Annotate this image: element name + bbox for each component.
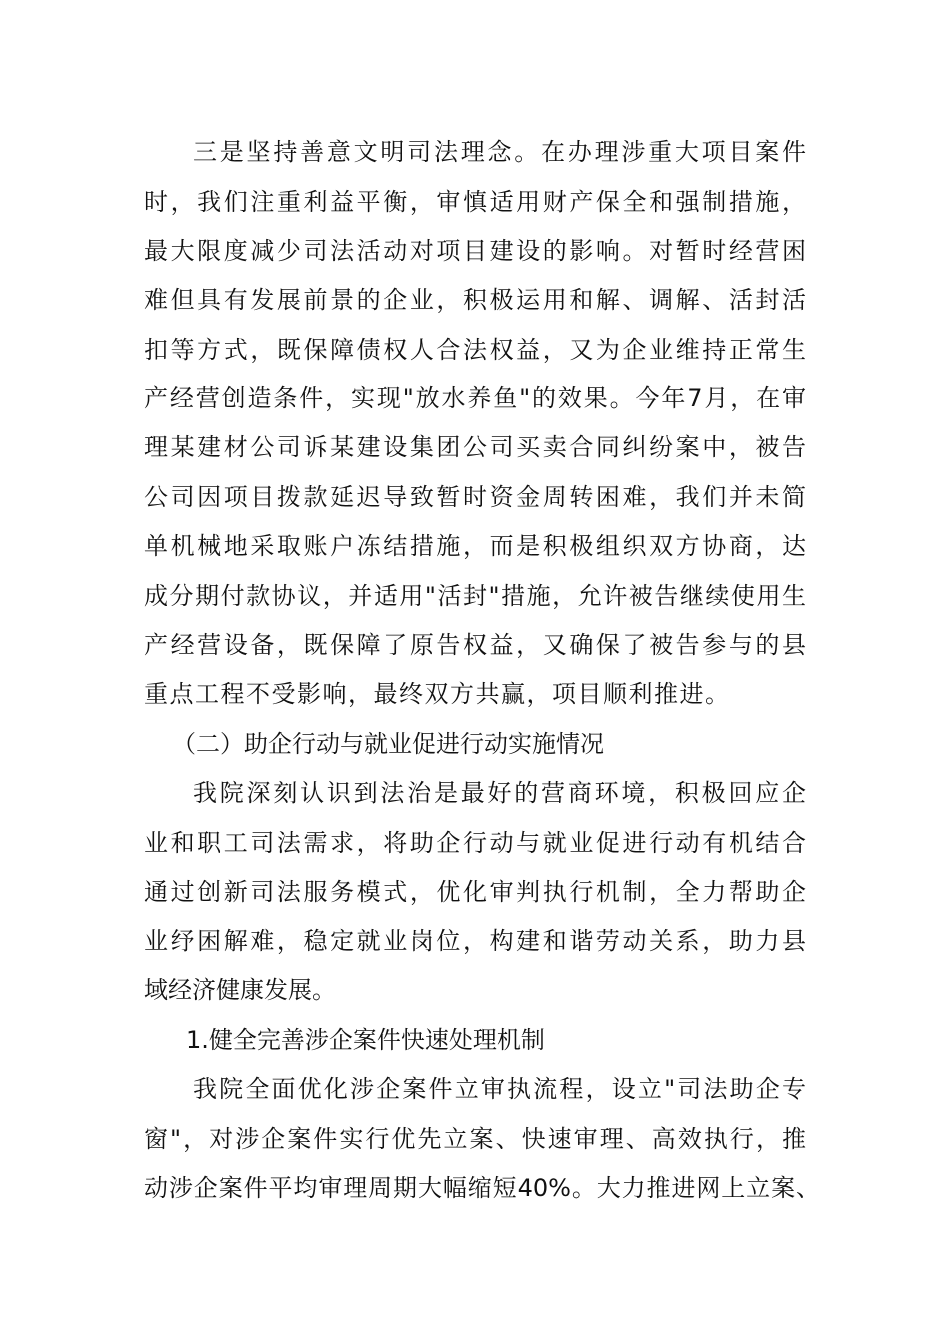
paragraph-line: 公司因项目拨款延迟导致暂时资金周转困难，我们并未简	[144, 483, 806, 511]
section-heading: （二）助企行动与就业促进行动实施情况	[172, 730, 604, 758]
paragraph-line: 最大限度减少司法活动对项目建设的影响。对暂时经营困	[144, 237, 806, 265]
paragraph-line: 我院深刻认识到法治是最好的营商环境，积极回应企	[193, 779, 806, 807]
paragraph-line: 三是坚持善意文明司法理念。在办理涉重大项目案件	[193, 138, 806, 166]
paragraph-line: 产经营设备，既保障了原告权益，又确保了被告参与的县	[144, 631, 806, 659]
paragraph-line: 业和职工司法需求，将助企行动与就业促进行动有机结合	[144, 829, 806, 857]
paragraph-line: 产经营创造条件，实现"放水养鱼"的效果。今年7月，在审	[144, 384, 806, 412]
paragraph-line: 动涉企案件平均审理周期大幅缩短40%。大力推进网上立案、	[144, 1174, 820, 1202]
paragraph-line: 时，我们注重利益平衡，审慎适用财产保全和强制措施，	[144, 188, 806, 216]
paragraph-line: 窗"，对涉企案件实行优先立案、快速审理、高效执行，推	[144, 1125, 806, 1153]
paragraph-line: 通过创新司法服务模式，优化审判执行机制，全力帮助企	[144, 878, 806, 906]
paragraph-line: 我院全面优化涉企案件立审执流程，设立"司法助企专	[193, 1075, 806, 1103]
subsection-heading: 1.健全完善涉企案件快速处理机制	[186, 1026, 545, 1054]
paragraph-line: 域经济健康发展。	[144, 976, 336, 1004]
paragraph-line: 单机械地采取账户冻结措施，而是积极组织双方协商，达	[144, 532, 806, 560]
paragraph-line: 重点工程不受影响，最终双方共赢，项目顺利推进。	[144, 680, 731, 708]
paragraph-line: 理某建材公司诉某建设集团公司买卖合同纠纷案中，被告	[144, 433, 806, 461]
paragraph-line: 成分期付款协议，并适用"活封"措施，允许被告继续使用生	[144, 582, 806, 610]
paragraph-line: 扣等方式，既保障债权人合法权益，又为企业维持正常生	[144, 336, 806, 364]
paragraph-line: 业纾困解难，稳定就业岗位，构建和谐劳动关系，助力县	[144, 927, 806, 955]
paragraph-line: 难但具有发展前景的企业，积极运用和解、调解、活封活	[144, 286, 806, 314]
